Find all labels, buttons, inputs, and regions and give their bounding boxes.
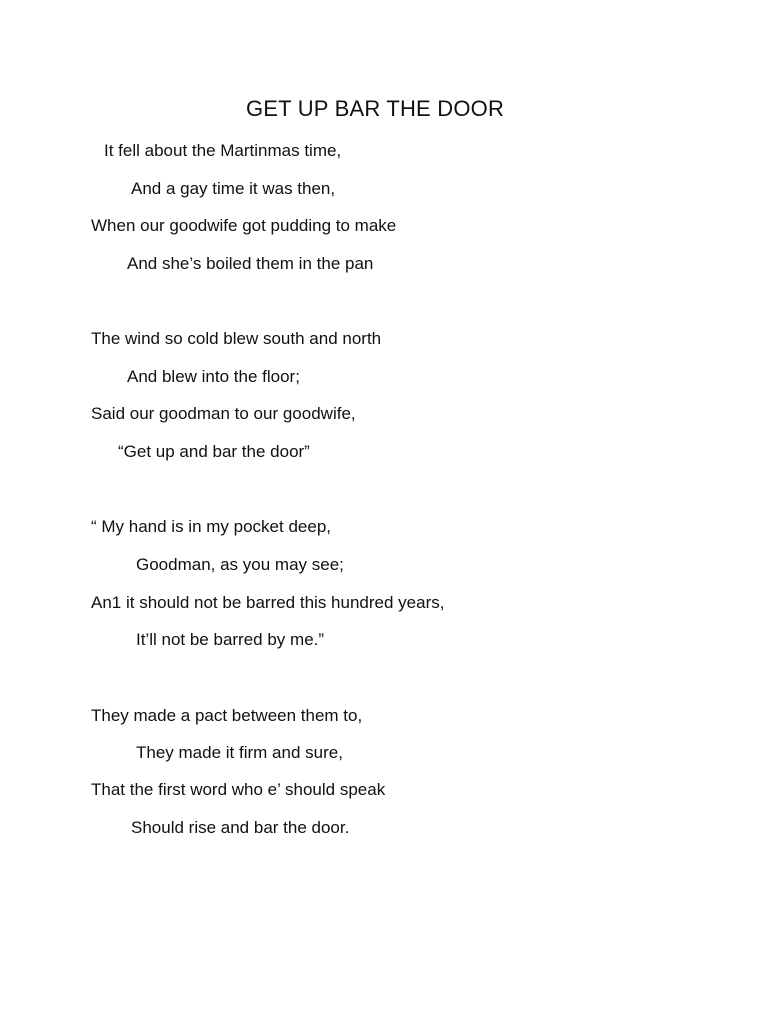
poem-line: “ My hand is in my pocket deep,: [91, 517, 332, 536]
poem-line: And a gay time it was then,: [131, 179, 336, 198]
poem-line: And blew into the floor;: [127, 367, 300, 386]
poem-line: They made it firm and sure,: [136, 743, 343, 762]
poem-title: GET UP BAR THE DOOR: [245, 96, 505, 121]
poem-line: They made a pact between them to,: [91, 706, 363, 725]
poem-line: That the first word who e’ should speak: [91, 780, 386, 799]
poem-line: An1 it should not be barred this hundred years,: [91, 593, 445, 612]
poem-line: Should rise and bar the door.: [131, 818, 350, 837]
poem-line: Goodman, as you may see;: [136, 555, 344, 574]
poem-line: When our goodwife got pudding to make: [91, 216, 397, 235]
poem-line: And she’s boiled them in the pan: [127, 254, 374, 273]
poem-line: “Get up and bar the door”: [118, 442, 310, 461]
poem-line: The wind so cold blew south and north: [91, 329, 382, 348]
poem-line: It fell about the Martinmas time,: [104, 141, 342, 160]
poem-line: Said our goodman to our goodwife,: [91, 404, 356, 423]
poem-line: It’ll not be barred by me.”: [136, 630, 325, 649]
